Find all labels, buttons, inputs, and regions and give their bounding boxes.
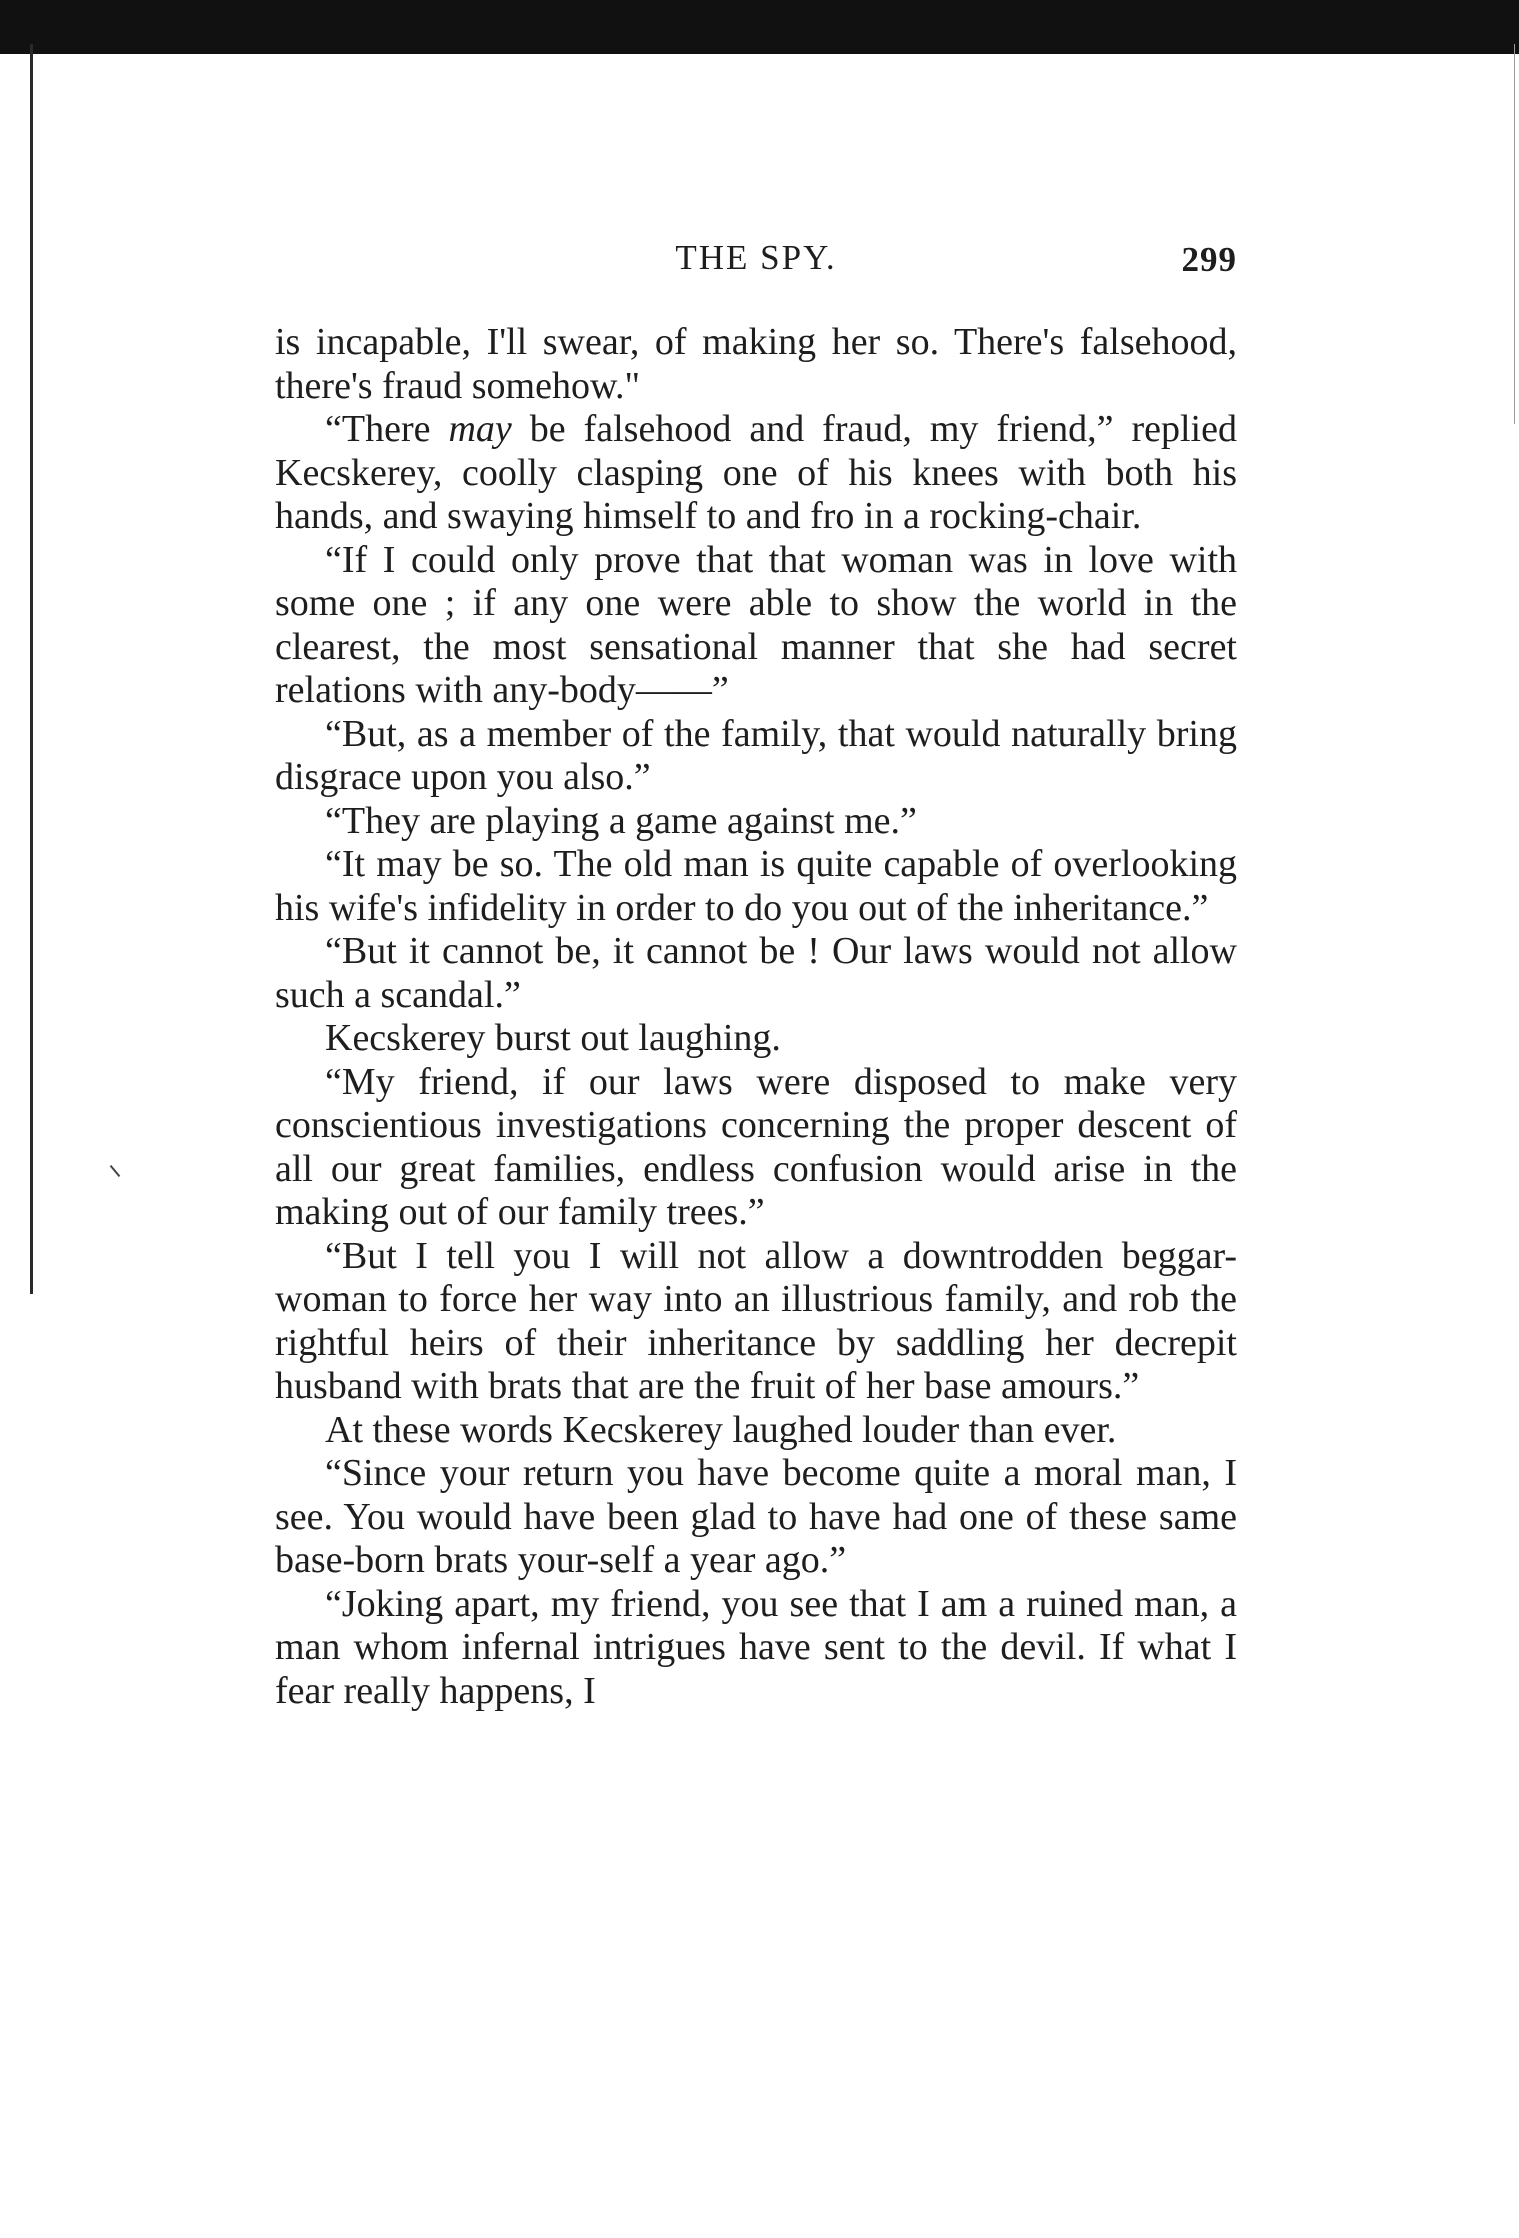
body-text [275,321,1237,1713]
paragraph: “But, as a member of the family, that would naturally bring disgrace upon you also.” [275,712,1237,798]
paragraph: is incapable, I'll swear, of making her so. There's falsehood, there's fraud somehow." [275,321,1237,407]
running-head [275,238,1237,288]
scan-top-border [0,0,1519,54]
paragraph: “My friend, if our laws were disposed to make very conscientious investigations concerning the proper descent of all our great families, endless confusion would arise in the making out of our family trees.” [275,1060,1237,1233]
paragraph [275,408,1237,539]
emphasis-word: may [448,408,512,450]
paragraph: “But I tell you I will not allow a downtrodden beggar-woman to force her way into an illustrious family, and rob the rightful heirs of their inheritance by saddling her decrepit husband with brats that are the fruit of her base amours.” [275,1234,1237,1407]
paragraph: At these words Kecskerey laughed louder than ever. [325,1408,1117,1451]
scan-left-edge [30,44,33,1294]
paragraph: “It may be so. The old man is quite capable of overlooking his wife's infidelity in order to do you out of the inheritance.” [275,843,1237,929]
paragraph-text: “There [325,408,449,450]
paragraph-text: be falsehood and fraud, my friend,” replied Kecskerey, coolly clasping one of his knees with both his hands, and swaying himself to and fro in a rocking-chair. [275,408,1237,537]
paragraph: “But it cannot be, it cannot be ! Our laws would not allow such a scandal.” [275,930,1237,1016]
page-number: 299 [1181,240,1237,279]
paragraph: “Joking apart, my friend, you see that I am a ruined man, a man whom infernal intrigues have sent to the devil. If what I fear really happens, I [275,1582,1237,1712]
paragraph: Kecskerey burst out laughing. [325,1017,781,1059]
paragraph: “If I could only prove that that woman was in love with some one ; if any one were able to show the world in the clearest, the most sensational manner that she had secret relations with any-body——” [275,538,1237,711]
paragraph: “Since your return you have become quite a moral man, I see. You would have been glad to have had one of these same base-born brats your-self a year ago.” [275,1452,1237,1581]
paragraph: “They are playing a game against me.” [325,799,917,842]
scan-stray-mark [110,1165,121,1177]
scan-right-edge [1514,44,1515,424]
running-title: THE SPY. [675,238,837,277]
